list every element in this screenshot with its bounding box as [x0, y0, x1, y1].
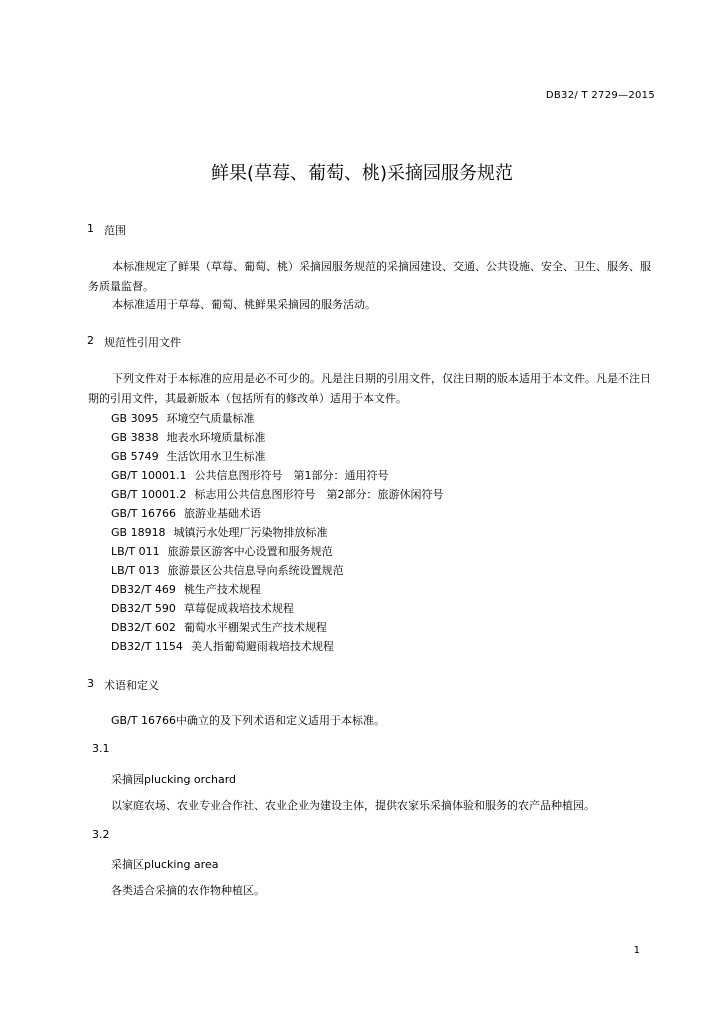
term-name: 采摘区plucking area [111, 858, 219, 871]
paragraph: 下列文件对于本标准的应用是必不可少的。凡是注日期的引用文件，仅注日期的版本适用于本文件。凡是不注日期的引用文件，其最新版本（包括所有的修改单）适用于本文件。 [88, 372, 651, 405]
reference-item: DB32/T 590 草莓促成栽培技术规程 [111, 602, 294, 615]
section-number: 2 [87, 334, 94, 347]
reference-item: DB32/T 602 葡萄水平棚架式生产技术规程 [111, 621, 327, 634]
section-number: 1 [87, 222, 94, 235]
section-title: 范围 [104, 224, 126, 237]
reference-item: GB/T 10001.1 公共信息图形符号 第1部分：通用符号 [111, 469, 389, 482]
paragraph: 本标准规定了鲜果（草莓、葡萄、桃）采摘园服务规范的采摘园建设、交通、公共设施、安全、卫生、服务、服务质量监督。 [88, 260, 651, 293]
reference-item: DB32/T 1154 美人指葡萄避雨栽培技术规程 [111, 640, 334, 653]
reference-item: GB/T 10001.2 标志用公共信息图形符号 第2部分：旅游休闲符号 [111, 488, 444, 501]
reference-item: GB 3095 环境空气质量标准 [111, 412, 255, 425]
reference-item: GB/T 16766 旅游业基础术语 [111, 507, 261, 520]
term-definition: 以家庭农场、农业专业合作社、农业企业为建设主体，提供农家乐采摘体验和服务的农产品种植园。 [111, 799, 595, 812]
page-number: 1 [633, 945, 640, 956]
standard-code: DB32/ T 2729—2015 [545, 90, 655, 101]
term-definition: 各类适合采摘的农作物种植区。 [111, 884, 265, 897]
paragraph: 本标准适用于草莓、葡萄、桃鲜果采摘园的服务活动。 [112, 298, 376, 311]
document-title: 鲜果(草莓、葡萄、桃)采摘园服务规范 [210, 163, 514, 184]
section-title: 术语和定义 [104, 679, 159, 692]
reference-item: GB 18918 城镇污水处理厂污染物排放标准 [111, 526, 328, 539]
reference-item: DB32/T 469 桃生产技术规程 [111, 583, 261, 596]
paragraph: GB/T 16766中确立的及下列术语和定义适用于本标准。 [111, 714, 385, 727]
section-title: 规范性引用文件 [104, 336, 181, 349]
reference-item: GB 3838 地表水环境质量标准 [111, 431, 266, 444]
term-name: 采摘园plucking orchard [111, 773, 237, 786]
term-number: 3.2 [92, 828, 110, 841]
reference-item: LB/T 013 旅游景区公共信息导向系统设置规范 [111, 564, 344, 577]
reference-item: LB/T 011 旅游景区游客中心设置和服务规范 [111, 545, 333, 558]
section-number: 3 [87, 677, 94, 690]
reference-item: GB 5749 生活饮用水卫生标准 [111, 450, 266, 463]
term-number: 3.1 [92, 742, 110, 755]
